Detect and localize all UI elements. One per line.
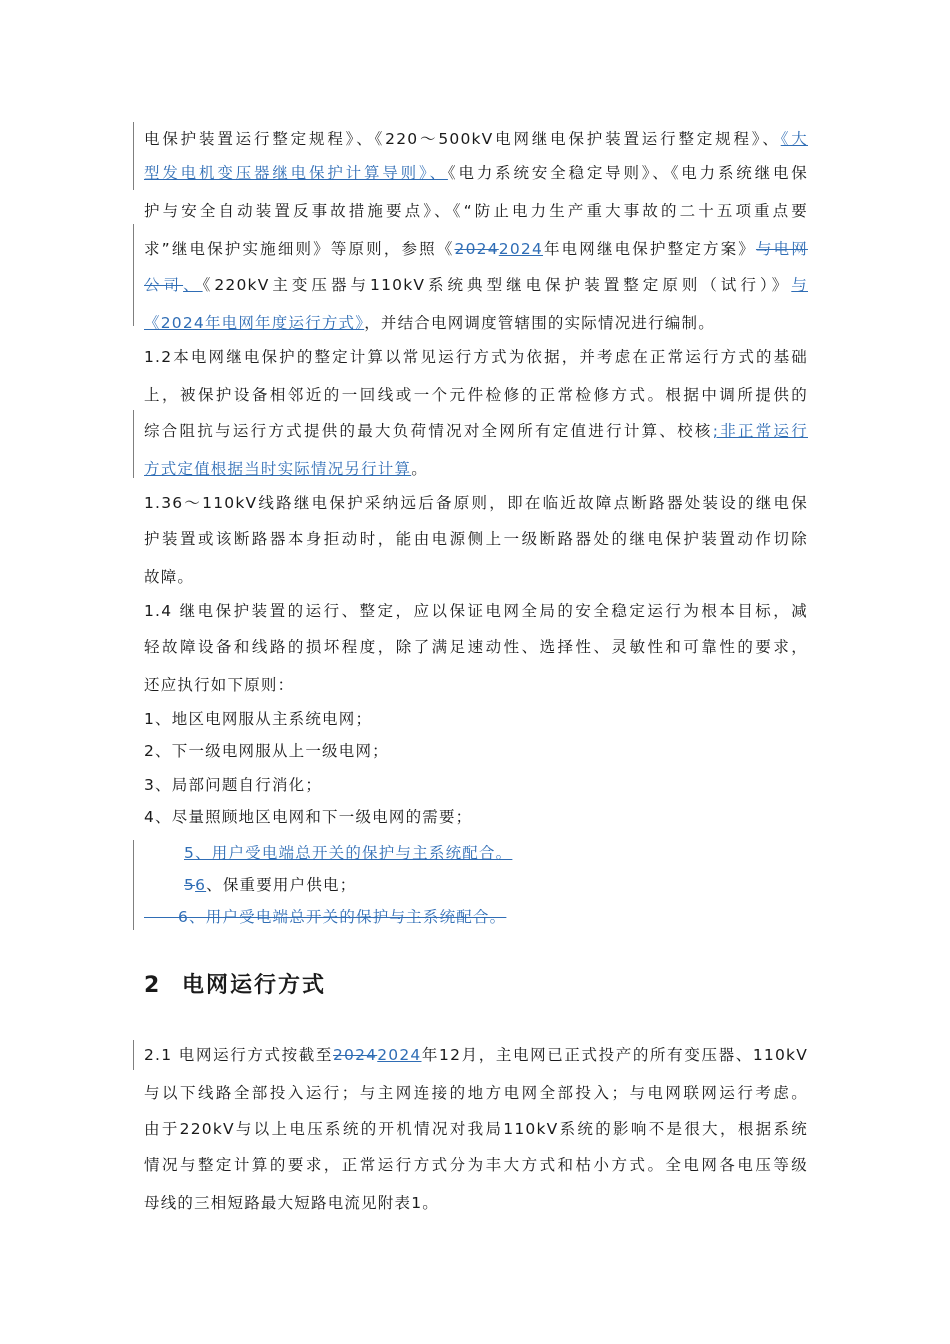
text-run: 护装置或该断路器本身拒动时，能由电源侧上一级断路器处的继电保护装置动作切除 (144, 530, 808, 548)
paragraph-line (144, 452, 808, 486)
text-run: 轻故障设备和线路的损坏程度，除了满足速动性、选择性、灵敏性和可靠性的要求， (144, 638, 808, 656)
paragraph-line (144, 486, 808, 520)
text-run: 母线的三相短路最大短路电流见附表1。 (144, 1194, 439, 1212)
change-bar (133, 122, 134, 190)
deleted-text: 公司 (144, 276, 184, 294)
text-run: 电保护装置运行整定规程》、《220～500kV电网继电保护装置运行整定规程》、 (144, 130, 781, 148)
text-run: 年12月，主电网已正式投产的所有变压器、110kV (421, 1046, 809, 1064)
paragraph-line (144, 306, 808, 340)
paragraph-line (144, 122, 808, 156)
section-heading (144, 966, 326, 1006)
inserted-text: 方式定值根据当时实际情况另行计算 (144, 460, 412, 478)
paragraph-line (144, 1186, 808, 1220)
deleted-text: 2024 (454, 240, 499, 258)
paragraph-line (144, 630, 808, 664)
inserted-text: 《大 (780, 130, 808, 148)
text-run: 年电网继电保护整定方案》 (543, 240, 756, 258)
text-run: 2、下一级电网服从上一级电网； (144, 742, 389, 760)
text-run: 还应执行如下原则： (144, 676, 295, 694)
list-item (144, 734, 808, 768)
inserted-text: ;非正常运行 (712, 422, 808, 440)
inserted-text: 2024 (377, 1046, 422, 1064)
text-run: 《电力系统安全稳定导则》、《电力系统继电保 (447, 164, 809, 182)
list-item (144, 702, 808, 736)
text-run: 2.1 电网运行方式按截至 (144, 1046, 333, 1064)
paragraph-line (144, 194, 808, 228)
inserted-text: 5、用户受电端总开关的保护与主系统配合。 (184, 844, 513, 862)
deleted-line-stroke (144, 917, 178, 918)
change-bar (133, 1040, 134, 1070)
list-item (184, 868, 784, 902)
paragraph-line (144, 1076, 808, 1110)
text-run: 故障。 (144, 568, 195, 586)
paragraph-line (144, 668, 808, 702)
inserted-text: 6 (195, 876, 207, 894)
list-item (144, 800, 808, 834)
paragraph-line (144, 1038, 808, 1072)
paragraph-line (144, 560, 808, 594)
paragraph-line (144, 378, 808, 412)
section-title: 电网运行方式 (182, 973, 327, 998)
text-run: 由于220kV与以上电压系统的开机情况对我局110kV系统的影响不是很大，根据系统 (144, 1120, 808, 1138)
paragraph-line (144, 232, 808, 266)
deleted-text: 6、用户受电端总开关的保护与主系统配合。 (178, 908, 507, 926)
list-item (184, 836, 784, 870)
text-run: 。 (411, 460, 428, 478)
list-item (144, 768, 808, 802)
paragraph-line (144, 1112, 808, 1146)
text-run: 、保重要用户供电； (206, 876, 357, 894)
change-bar (133, 224, 134, 326)
inserted-text: 《2024年电网年度运行方式》 (144, 314, 365, 332)
change-bar (133, 840, 134, 930)
text-run: 3、局部问题自行消化； (144, 776, 323, 794)
section-number: 2 (144, 973, 162, 998)
text-run: 综合阻抗与运行方式提供的最大负荷情况对全网所有定值进行计算、校核 (144, 422, 713, 440)
text-run: 上，被保护设备相邻近的一回线或一个元件检修的正常检修方式。根据中调所提供的 (144, 386, 808, 404)
inserted-text: 2024 (498, 240, 544, 258)
inserted-text: 型发电机变压器继电保护计算导则》、 (144, 164, 448, 182)
text-run: 1.4 继电保护装置的运行、整定，应以保证电网全局的安全稳定运行为根本目标，减 (144, 602, 808, 620)
paragraph-line (144, 594, 808, 628)
change-bar (133, 410, 134, 478)
inserted-text: 与 (791, 276, 808, 294)
paragraph-line (144, 414, 808, 448)
list-item (178, 900, 778, 934)
text-run: 1、地区电网服从主系统电网； (144, 710, 373, 728)
deleted-text: 与电网 (755, 240, 808, 258)
text-run: 护与安全自动装置反事故措施要点》、《“防止电力生产重大事故的二十五项重点要 (144, 202, 808, 220)
text-run: 与以下线路全部投入运行；与主网连接的地方电网全部投入；与电网联网运行考虑。 (144, 1084, 808, 1102)
paragraph-line (144, 340, 808, 374)
deleted-text: 5 (184, 876, 196, 894)
text-run: 4、尽量照顾地区电网和下一级电网的需要； (144, 808, 473, 826)
text-run: 情况与整定计算的要求，正常运行方式分为丰大方式和枯小方式。全电网各电压等级 (144, 1156, 808, 1174)
paragraph-line (144, 156, 808, 190)
text-run: 求”继电保护实施细则》等原则，参照《 (144, 240, 455, 258)
deleted-text: 2024 (333, 1046, 378, 1064)
text-run: 《220kV主变压器与110kV系统典型继电保护装置整定原则（试行）》 (202, 276, 792, 294)
paragraph-line (144, 1148, 808, 1182)
paragraph-line (144, 268, 808, 302)
inserted-text: 、 (183, 276, 203, 294)
text-run: ，并结合电网调度管辖围的实际情况进行编制。 (364, 314, 715, 332)
paragraph-line (144, 522, 808, 556)
text-run: 1.36～110kV线路继电保护采纳远后备原则，即在临近故障点断路器处装设的继电保 (144, 494, 808, 512)
text-run: 1.2本电网继电保护的整定计算以常见运行方式为依据，并考虑在正常运行方式的基础 (144, 348, 808, 366)
